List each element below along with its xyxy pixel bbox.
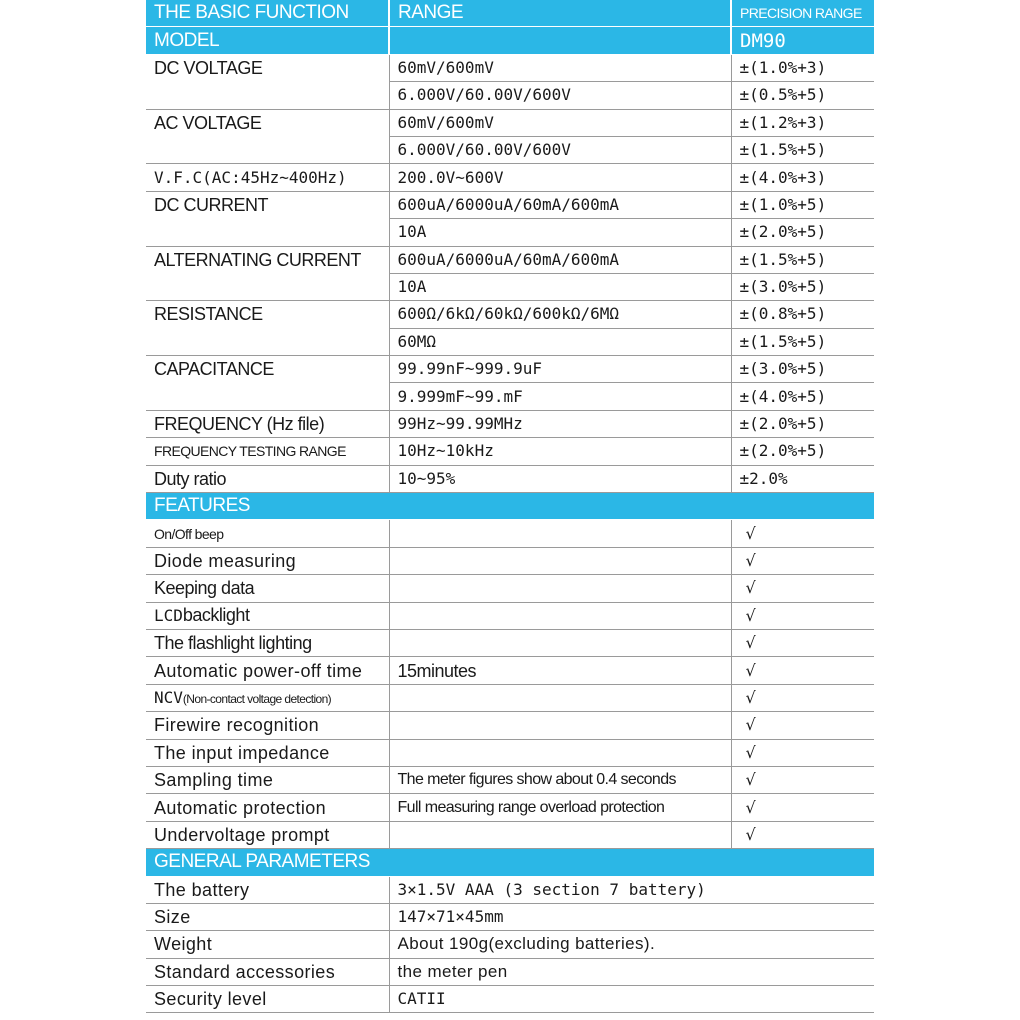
feature-row: [146, 766, 874, 793]
features-title: FEATURES: [146, 493, 874, 520]
parameter-name: Size: [146, 903, 389, 930]
function-row: [146, 356, 874, 383]
parameter-value: 147×71×45mm: [389, 903, 874, 930]
feature-name: Diode measuring: [146, 547, 389, 574]
function-precision: ±(1.5%+5): [731, 136, 874, 163]
function-row: [146, 109, 874, 136]
check-icon: √: [731, 821, 874, 848]
header-basic-function: THE BASIC FUNCTION: [146, 0, 389, 27]
function-precision: ±2.0%: [731, 465, 874, 492]
function-range: 99Hz~99.99MHz: [389, 410, 731, 437]
feature-name-prefix: NCV: [154, 687, 183, 707]
parameter-row: [146, 876, 874, 903]
feature-row: [146, 821, 874, 848]
check-icon: √: [731, 575, 874, 602]
feature-name-text: backlight: [182, 605, 250, 626]
feature-detail: [389, 821, 731, 848]
check-icon: √: [731, 794, 874, 821]
parameter-name: Weight: [146, 931, 389, 958]
feature-name: Sampling time: [146, 766, 389, 793]
function-range: 99.99nF~999.9uF: [389, 356, 731, 383]
parameter-value: About 190g(excluding batteries).: [389, 931, 874, 958]
function-precision: ±(2.0%+5): [731, 438, 874, 465]
function-range: 60MΩ: [389, 328, 731, 355]
feature-row: [146, 794, 874, 821]
feature-name: The flashlight lighting: [146, 629, 389, 656]
feature-detail: Full measuring range overload protection: [389, 794, 731, 821]
function-name: AC VOLTAGE: [146, 109, 389, 164]
function-name: ALTERNATING CURRENT: [146, 246, 389, 301]
function-range: 600uA/6000uA/60mA/600mA: [389, 191, 731, 218]
feature-row: [146, 602, 874, 629]
function-range: 9.999mF~99.mF: [389, 383, 731, 410]
general-section-header: [146, 849, 874, 876]
function-precision: ±(2.0%+5): [731, 219, 874, 246]
feature-row: [146, 629, 874, 656]
feature-detail: 15minutes: [389, 657, 731, 684]
function-row: [146, 164, 874, 191]
function-precision: ±(0.8%+5): [731, 301, 874, 328]
function-row: [146, 246, 874, 273]
function-range: 10A: [389, 219, 731, 246]
function-range: 60mV/600mV: [389, 109, 731, 136]
feature-row: [146, 739, 874, 766]
feature-row: [146, 575, 874, 602]
feature-name: [146, 684, 389, 711]
function-name: DC CURRENT: [146, 191, 389, 246]
feature-name-text: (Non-contact voltage detection): [182, 691, 332, 706]
parameter-value: the meter pen: [389, 958, 874, 985]
function-row: [146, 54, 874, 81]
features-section-header: [146, 493, 874, 520]
function-name: RESISTANCE: [146, 301, 389, 356]
check-icon: √: [731, 547, 874, 574]
parameter-row: [146, 931, 874, 958]
function-range: 200.0V~600V: [389, 164, 731, 191]
function-range: 600Ω/6kΩ/60kΩ/600kΩ/6MΩ: [389, 301, 731, 328]
function-precision: ±(1.0%+3): [731, 54, 874, 81]
function-precision: ±(4.0%+3): [731, 164, 874, 191]
function-range: 10A: [389, 273, 731, 300]
function-precision: ±(1.0%+5): [731, 191, 874, 218]
parameter-row: [146, 903, 874, 930]
function-precision: ±(3.0%+5): [731, 356, 874, 383]
feature-detail: [389, 684, 731, 711]
feature-name: Undervoltage prompt: [146, 821, 389, 848]
function-range: 10Hz~10kHz: [389, 438, 731, 465]
feature-detail: [389, 712, 731, 739]
function-row: [146, 465, 874, 492]
function-range: 10~95%: [389, 465, 731, 492]
function-range: 60mV/600mV: [389, 54, 731, 81]
parameter-name: Security level: [146, 986, 389, 1013]
model-value: DM90: [731, 27, 874, 54]
model-spacer: [389, 27, 731, 54]
check-icon: √: [731, 602, 874, 629]
function-row: [146, 410, 874, 437]
feature-name: Automatic protection: [146, 794, 389, 821]
feature-detail: [389, 547, 731, 574]
model-label: MODEL: [146, 27, 389, 54]
feature-name: Firewire recognition: [146, 712, 389, 739]
function-row: [146, 438, 874, 465]
feature-detail: [389, 629, 731, 656]
feature-detail: [389, 575, 731, 602]
feature-row: [146, 712, 874, 739]
function-name: FREQUENCY (Hz file): [146, 410, 389, 437]
check-icon: √: [731, 657, 874, 684]
feature-detail: [389, 739, 731, 766]
spec-sheet: [146, 0, 874, 1013]
check-icon: √: [731, 739, 874, 766]
function-name: CAPACITANCE: [146, 356, 389, 411]
parameter-row: [146, 958, 874, 985]
function-precision: ±(0.5%+5): [731, 82, 874, 109]
parameter-row: [146, 986, 874, 1013]
feature-detail: [389, 520, 731, 547]
function-precision: ±(2.0%+5): [731, 410, 874, 437]
feature-name: Keeping data: [146, 575, 389, 602]
function-precision: ±(4.0%+5): [731, 383, 874, 410]
feature-detail: [389, 602, 731, 629]
model-row: [146, 27, 874, 54]
function-name: DC VOLTAGE: [146, 54, 389, 109]
check-icon: √: [731, 684, 874, 711]
check-icon: √: [731, 520, 874, 547]
function-row: [146, 301, 874, 328]
function-precision: ±(1.5%+5): [731, 328, 874, 355]
feature-name: The input impedance: [146, 739, 389, 766]
feature-row: [146, 684, 874, 711]
header-precision-range: PRECISION RANGE: [731, 0, 874, 27]
feature-row: [146, 547, 874, 574]
function-name: V.F.C(AC:45Hz~400Hz): [146, 164, 389, 191]
function-name: Duty ratio: [146, 465, 389, 492]
header-range: RANGE: [389, 0, 731, 27]
spec-table: [146, 0, 874, 1013]
feature-name: [146, 602, 389, 629]
parameter-name: Standard accessories: [146, 958, 389, 985]
function-precision: ±(1.5%+5): [731, 246, 874, 273]
feature-detail: The meter figures show about 0.4 seconds: [389, 766, 731, 793]
parameter-name: The battery: [146, 876, 389, 903]
feature-row: [146, 520, 874, 547]
check-icon: √: [731, 712, 874, 739]
header-row: [146, 0, 874, 27]
function-row: [146, 191, 874, 218]
parameter-value: CATII: [389, 986, 874, 1013]
function-range: 6.000V/60.00V/600V: [389, 136, 731, 163]
function-range: 600uA/6000uA/60mA/600mA: [389, 246, 731, 273]
feature-name-prefix: LCD: [154, 606, 183, 626]
general-title: GENERAL PARAMETERS: [146, 849, 874, 876]
feature-name: On/Off beep: [146, 520, 389, 547]
parameter-value: 3×1.5V AAA (3 section 7 battery): [389, 876, 874, 903]
function-precision: ±(3.0%+5): [731, 273, 874, 300]
function-range: 6.000V/60.00V/600V: [389, 82, 731, 109]
check-icon: √: [731, 766, 874, 793]
feature-name: Automatic power-off time: [146, 657, 389, 684]
check-icon: √: [731, 629, 874, 656]
feature-row: [146, 657, 874, 684]
function-precision: ±(1.2%+3): [731, 109, 874, 136]
function-name: FREQUENCY TESTING RANGE: [146, 438, 389, 465]
